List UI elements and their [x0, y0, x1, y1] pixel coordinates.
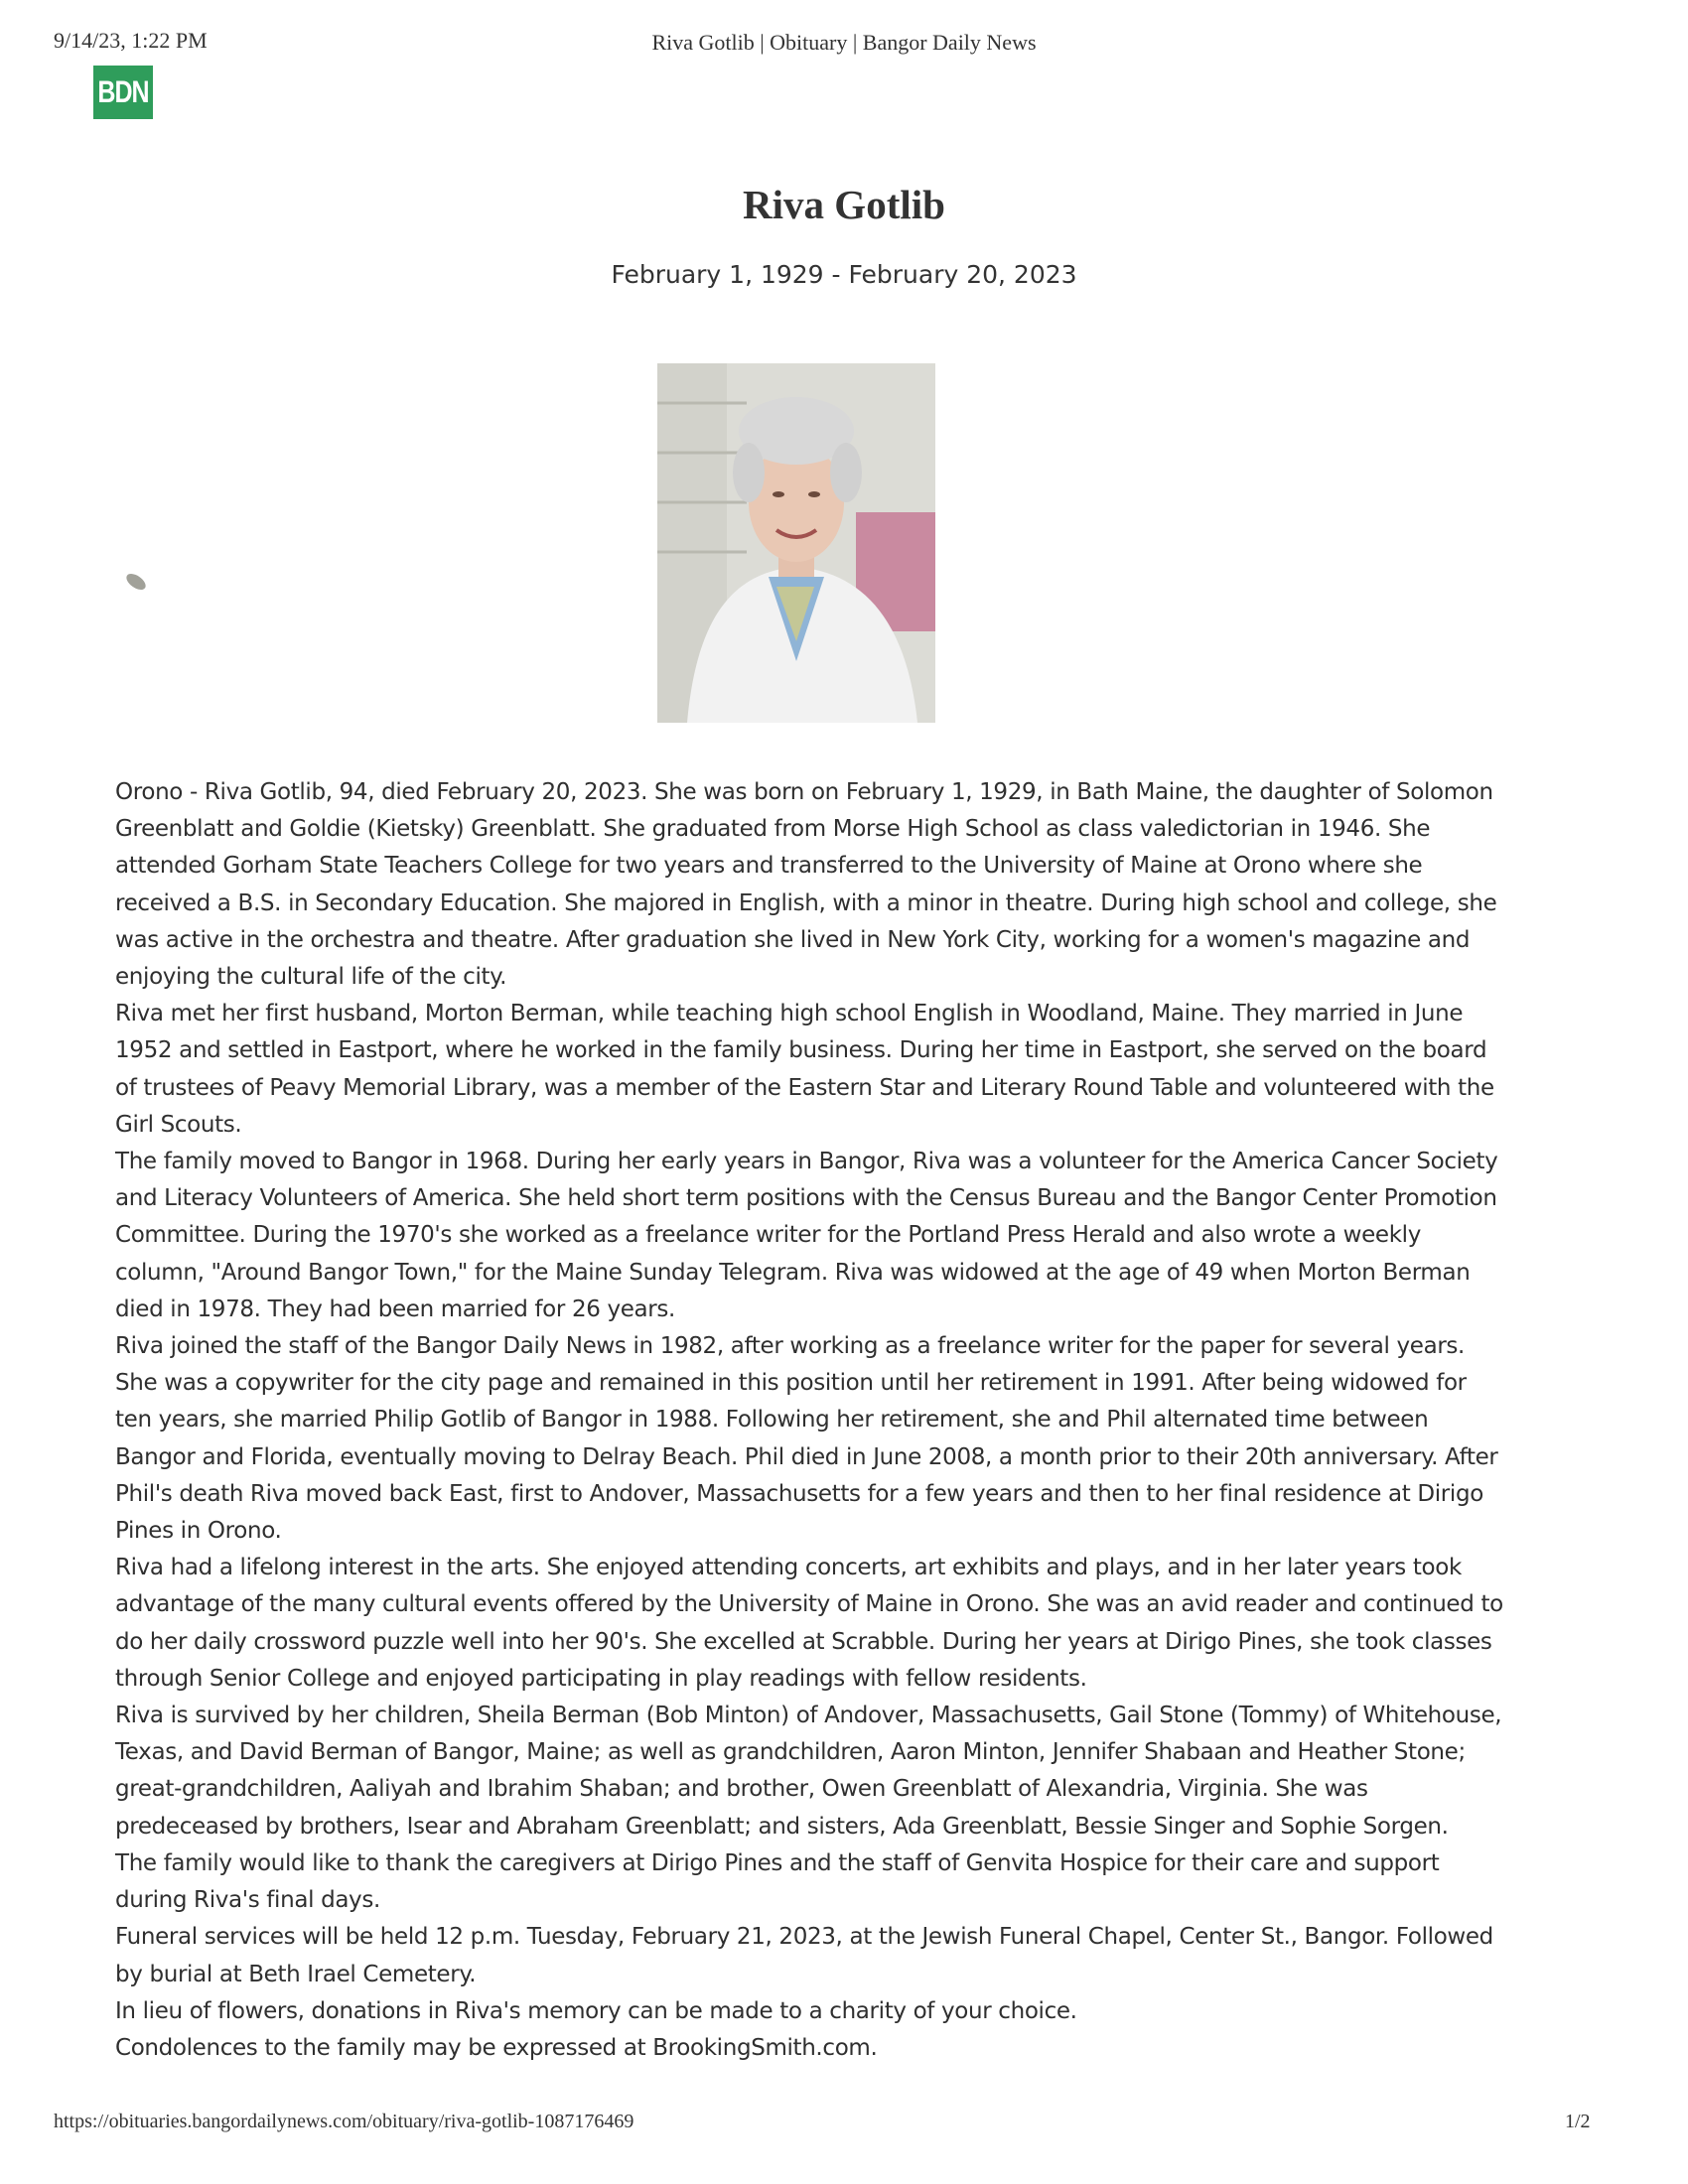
obituary-text	[115, 774, 1505, 2067]
paragraph: The family moved to Bangor in 1968. During her early years in Bangor, Riva was a volunteer for the America Cancer Society and Literacy Volunteers of America. She held short term positions with the Census Bureau and the Bangor Center Promotion Committee. During the 1970's she worked as a freelance writer for the Portland Press Herald and also wrote a weekly column, "Around Bangor Town," for the Maine Sunday Telegram. Riva was widowed at the age of 49 when Morton Berman died in 1978. They had been married for 26 years.	[115, 1149, 1498, 1322]
paragraph: The family would like to thank the caregivers at Dirigo Pines and the staff of Genvita Hospice for their care and support during Riva's final days.	[115, 1849, 1440, 1914]
paragraph: Condolences to the family may be expressed at BrookingSmith.com.	[115, 2034, 878, 2061]
paragraph: Funeral services will be held 12 p.m. Tuesday, February 21, 2023, at the Jewish Funeral Chapel, Center St., Bangor. Followed by burial at Beth Irael Cemetery.	[115, 1924, 1493, 1987]
paragraph: Orono - Riva Gotlib, 94, died February 20, 2023. She was born on February 1, 1929, in Bath Maine, the daughter of Solomon Greenblatt and Goldie (Kietsky) Greenblatt. She graduated from Morse High School as class valedictorian in 1946. She attended Gorham State Teachers College for two years and transferred to the University of Maine at Orono where she received a B.S. in Secondary Education. She majored in English, with a minor in theatre. During high school and college, she was active in the orchestra and theatre. After graduation she lived in New York City, working for a women's magazine and enjoying the cultural life of the city.	[115, 779, 1497, 991]
scan-speck	[124, 571, 149, 593]
portrait-photo	[657, 363, 935, 723]
paragraph: Riva had a lifelong interest in the arts. She enjoyed attending concerts, art exhibits and plays, and in her later years took advantage of the many cultural events offered by the University of Maine in Orono. She was an avid reader and continued to do her daily crossword puzzle well into her 90's. She excelled at Scrabble. During her years at Dirigo Pines, she took classes through Senior College and enjoyed participating in play readings with fellow residents.	[115, 1555, 1503, 1692]
bdn-logo[interactable]	[93, 66, 153, 119]
obituary-dates: February 1, 1929 - February 20, 2023	[611, 260, 1077, 289]
print-datetime: 9/14/23, 1:22 PM	[54, 28, 208, 53]
logo-text: BDN	[97, 73, 149, 109]
paragraph: Riva joined the staff of the Bangor Daily News in 1982, after working as a freelance writer for the paper for several years. She was a copywriter for the city page and remained in this position until her retirement in 1991. After being widowed for ten years, she married Philip Gotlib of Bangor in 1988. Following her retirement, she and Phil alternated time between Bangor and Florida, eventually moving to Delray Beach. Phil died in June 2008, a month prior to their 20th anniversary. After Phil's death Riva moved back East, first to Andover, Massachusetts for a few years and then to her final residence at Dirigo Pines in Orono.	[115, 1333, 1498, 1545]
paragraph: In lieu of flowers, donations in Riva's memory can be made to a charity of your choice.	[115, 1997, 1077, 2024]
obituary-name: Riva Gotlib	[743, 182, 945, 227]
print-page-title: Riva Gotlib | Obituary | Bangor Daily News	[651, 30, 1037, 55]
print-page-number: 1/2	[1565, 2111, 1591, 2132]
paragraph: Riva is survived by her children, Sheila Berman (Bob Minton) of Andover, Massachusetts, Gail Stone (Tommy) of Whitehouse, Texas, and David Berman of Bangor, Maine; as well as grandchildren, Aaron Minton, Jennifer Shabaan and Heather Stone; great-grandchildren, Aaliyah and Ibrahim Shaban; and brother, Owen Greenblatt of Alexandria, Virginia. She was predeceased by brothers, Isear and Abraham Greenblatt; and sisters, Ada Greenblatt, Bessie Singer and Sophie Sorgen.	[115, 1703, 1502, 1840]
paragraph: Riva met her first husband, Morton Berman, while teaching high school English in Woodland, Maine. They married in June 1952 and settled in Eastport, where he worked in the family business. During her time in Eastport, she served on the board of trustees of Peavy Memorial Library, was a member of the Eastern Star and Literary Round Table and volunteered with the Girl Scouts.	[115, 1001, 1494, 1138]
print-url: https://obituaries.bangordailynews.com/obituary/riva-gotlib-1087176469	[54, 2111, 634, 2132]
